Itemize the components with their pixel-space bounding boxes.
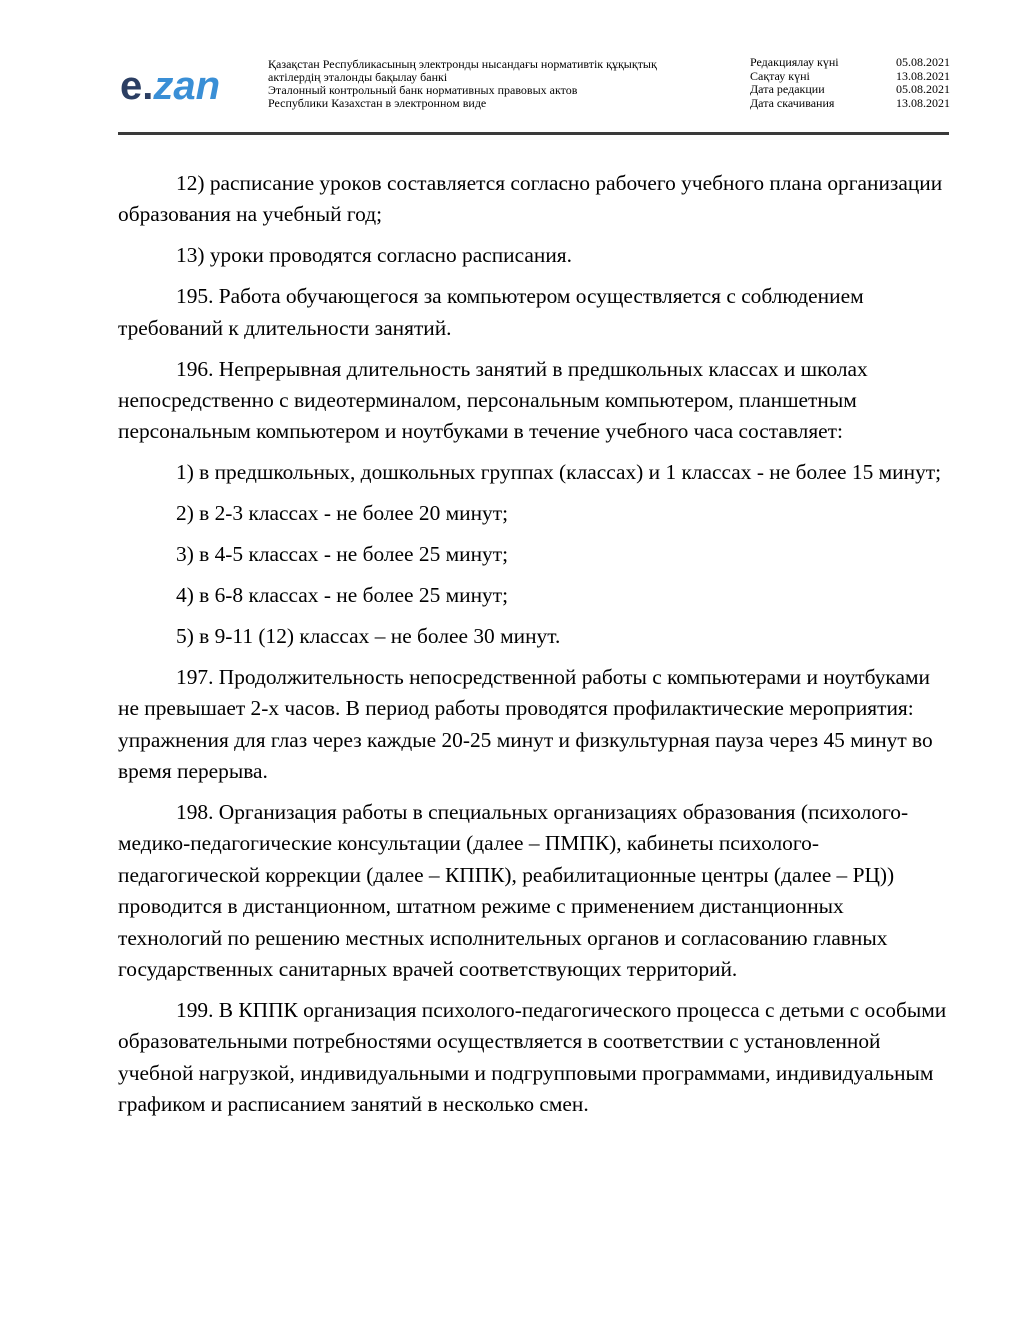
paragraph: 198. Организация работы в специальных организациях образования (психолого-медико-педагогические консультации (далее – ПМПК), кабинеты психолого-педагогической коррекции (далее – КППК), реабилитационные центры (далее – РЦ)) проводится в дистанционном, штатном режиме с применением дистанционных технологий по решению местных исполнительных органов и согласованию главных государственных санитарных врачей соответствующих территорий. <box>118 799 909 981</box>
meta-value: 13.08.2021 <box>896 95 950 110</box>
header-line-2: актілердің эталонды бақылау банкі <box>268 70 448 84</box>
meta-row-download-ru <box>750 97 950 111</box>
header-divider <box>118 132 949 135</box>
meta-value: 13.08.2021 <box>896 68 950 83</box>
meta-value: 05.08.2021 <box>896 55 950 69</box>
header-bank-title <box>268 58 718 110</box>
meta-row-edit-ru <box>750 83 950 97</box>
document-body <box>118 168 948 1130</box>
meta-label: Дата редакции <box>750 82 825 96</box>
paragraph: 4) в 6-8 классах - не более 25 минут; <box>176 582 509 607</box>
logo-e: e <box>120 64 143 108</box>
logo-dot: . <box>142 64 154 108</box>
paragraph: 2) в 2-3 классах - не более 20 минут; <box>176 501 509 526</box>
header-line-4: Республики Казахстан в электронном виде <box>268 96 487 110</box>
meta-row-edit-kz <box>750 56 950 70</box>
paragraph: 1) в предшкольных, дошкольных группах (классах) и 1 классах - не более 15 минут; <box>176 460 942 485</box>
meta-label: Редакциялау күні <box>750 55 839 69</box>
header-line-3: Эталонный контрольный банк нормативных правовых актов <box>268 83 578 97</box>
meta-label: Дата скачивания <box>750 95 835 110</box>
ezan-logo <box>120 66 220 106</box>
paragraph: 3) в 4-5 классах - не более 25 минут; <box>176 542 509 567</box>
paragraph: 5) в 9-11 (12) классах – не более 30 минут. <box>176 623 561 648</box>
header-dates <box>750 56 950 110</box>
logo-zan: zan <box>153 64 221 108</box>
meta-row-save-kz <box>750 70 950 84</box>
paragraph: 199. В КППК организация психолого-педагогического процесса с детьми с особыми образовательными потребностями осуществляется в соответствии с установленной учебной нагрузкой, индивидуальными и подгрупповыми программами, индивидуальным графиком и расписанием занятий в несколько смен. <box>118 997 947 1117</box>
paragraph: 13) уроки проводятся согласно расписания. <box>176 243 572 268</box>
meta-label: Сақтау күні <box>750 68 810 83</box>
paragraph: 195. Работа обучающегося за компьютером осуществляется с соблюдением требований к длительности занятий. <box>118 284 864 340</box>
header-line-1: Қазақстан Республикасының электронды нысандағы нормативтік құқықтық <box>268 57 657 71</box>
page-header <box>118 52 949 132</box>
paragraph: 196. Непрерывная длительность занятий в предшкольных классах и школах непосредственно с видеотерминалом, персональным компьютером, планшетным персональным компьютером и ноутбуками в течение учебного часа составляет: <box>118 356 868 444</box>
meta-value: 05.08.2021 <box>896 82 950 96</box>
paragraph: 12) расписание уроков составляется согласно рабочего учебного плана организации образования на учебный год; <box>118 171 943 227</box>
paragraph: 197. Продолжительность непосредственной работы с компьютерами и ноутбуками не превышает 2-х часов. В период работы проводятся профилактические мероприятия: упражнения для глаз через каждые 20-25 минут и физкультурная пауза через 45 минут во время перерыва. <box>118 664 933 783</box>
